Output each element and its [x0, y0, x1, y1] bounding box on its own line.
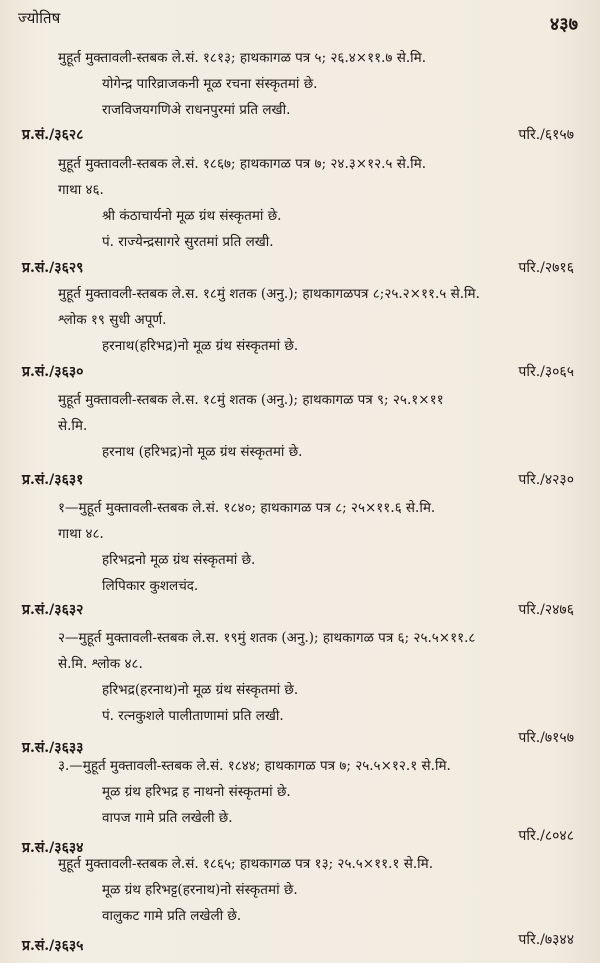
entry-pari: परि./७१५७	[518, 730, 574, 746]
entry-line: लिपिकार कुशलचंद.	[102, 578, 199, 594]
section-title: ज्योतिष	[18, 9, 61, 27]
entry-ref: प्र.सं./३६३५	[22, 938, 84, 954]
entry-line: श्री कंठाचार्यनो मूळ ग्रंथ संस्कृतमां छे.	[102, 208, 282, 224]
entry-line: गाथा ४६.	[58, 182, 104, 198]
entry-line: हरिभद्र(हरनाथ)नो मूळ ग्रंथ संस्कृतमां छे.	[102, 682, 299, 698]
entry-ref: प्र.सं./३६२९	[22, 260, 84, 276]
entry-line: श्लोक १९ सुधी अपूर्ण.	[58, 312, 167, 328]
entry-ref: प्र.सं./३६३३	[22, 740, 84, 756]
entry-pari: परि./६१५७	[518, 127, 574, 143]
entry-pari: परि./३०६५	[518, 364, 574, 380]
entry-line: हरिभद्रनो मूळ ग्रंथ संस्कृतमां छे.	[102, 552, 256, 568]
entry-line: गाथा ४८.	[58, 526, 104, 542]
entry-line: मुहूर्त मुक्तावली-स्तबक ले.सं. १८६५; हाथकागळ पत्र १३; २५.५×११.१ से.मि.	[58, 856, 434, 872]
entry-line: मुहूर्त मुक्तावली-स्तबक ले.सं. १८६७; हाथकागळ पत्र ७; २४.३×१२.५ से.मि.	[58, 156, 426, 172]
entry-pari: परि./८०४८	[518, 828, 574, 844]
entry-line: मूळ ग्रंथ हरिभट्ट(हरनाथ)नो संस्कृतमां छे.	[102, 882, 298, 898]
entry-line: मुहूर्त मुक्तावली-स्तबक ले.स. १८मुं शतक (अनु.); हाथकागळ पत्र ९; २५.१×११	[58, 392, 444, 408]
entry-line: हरनाथ(हरिभद्र)नो मूळ ग्रंथ संस्कृतमां छे.	[102, 338, 299, 354]
entry-pari: परि./२७१६	[518, 260, 574, 276]
entry-line: मूळ ग्रंथ हरिभद्र ह नाथनो संस्कृतमां छे.	[102, 784, 291, 800]
entry-pari: परि./४२३०	[518, 472, 574, 488]
entry-line: से.मि. श्लोक ४८.	[58, 656, 143, 672]
entry-ref: प्र.सं./३६३०	[22, 364, 84, 380]
entry-pari: परि./२४७६	[518, 602, 574, 618]
entry-ref: प्र.सं./३६३४	[22, 840, 84, 856]
entry-ref: प्र.सं./३६३१	[22, 472, 84, 488]
entry-line: योगेन्द्र पारिव्राजकनी मूळ रचना संस्कृतमां छे.	[102, 76, 318, 92]
entry-line: से.मि.	[58, 418, 88, 434]
entry-ref: प्र.सं./३६२८	[22, 127, 84, 143]
entry-line: हरनाथ (हरिभद्र)नो मूळ ग्रंथ संस्कृतमां छे.	[102, 444, 303, 460]
page-number: ४३७	[549, 14, 578, 35]
entry-line: १—मुहूर्त मुक्तावली-स्तबक ले.सं. १८४०; हाथकागळ पत्र ८; २५×११.६ से.मि.	[58, 500, 436, 516]
entry-line: मुहूर्त मुक्तावली-स्तबक ले.स. १८मुं शतक (अनु.); हाथकागळपत्र ८;२५.२×११.५ से.मि.	[58, 286, 480, 302]
entry-line: मुहूर्त मुक्तावली-स्तबक ले.सं. १८१३; हाथकागळ पत्र ५; २६.४×११.७ से.मि.	[58, 50, 426, 66]
entry-line: पं. रत्नकुशले पालीताणामां प्रति लखी.	[102, 708, 284, 724]
entry-ref: प्र.सं./३६३२	[22, 602, 84, 618]
entry-line: वालुकट गामे प्रति लखेली छे.	[102, 908, 242, 924]
entry-line: ३.—मुहूर्त मुक्तावली-स्तबक ले.सं. १८४४; हाथकागळ पत्र ७; २५.५×१२.१ से.मि.	[58, 758, 451, 774]
entry-line: पं. राज्येन्द्रसागरे सुरतमां प्रति लखी.	[102, 234, 274, 250]
entry-line: वापज गामे प्रति लखेली छे.	[102, 810, 233, 826]
entry-pari: परि./७३४४	[518, 932, 574, 948]
entry-line: राजविजयगणिअे राधनपुरमां प्रति लखी.	[102, 102, 291, 118]
entry-line: २—मुहूर्त मुक्तावली-स्तबक ले.स. १९मुं शतक (अनु.); हाथकागळ पत्र ६; २५.५×११.८	[58, 630, 476, 646]
